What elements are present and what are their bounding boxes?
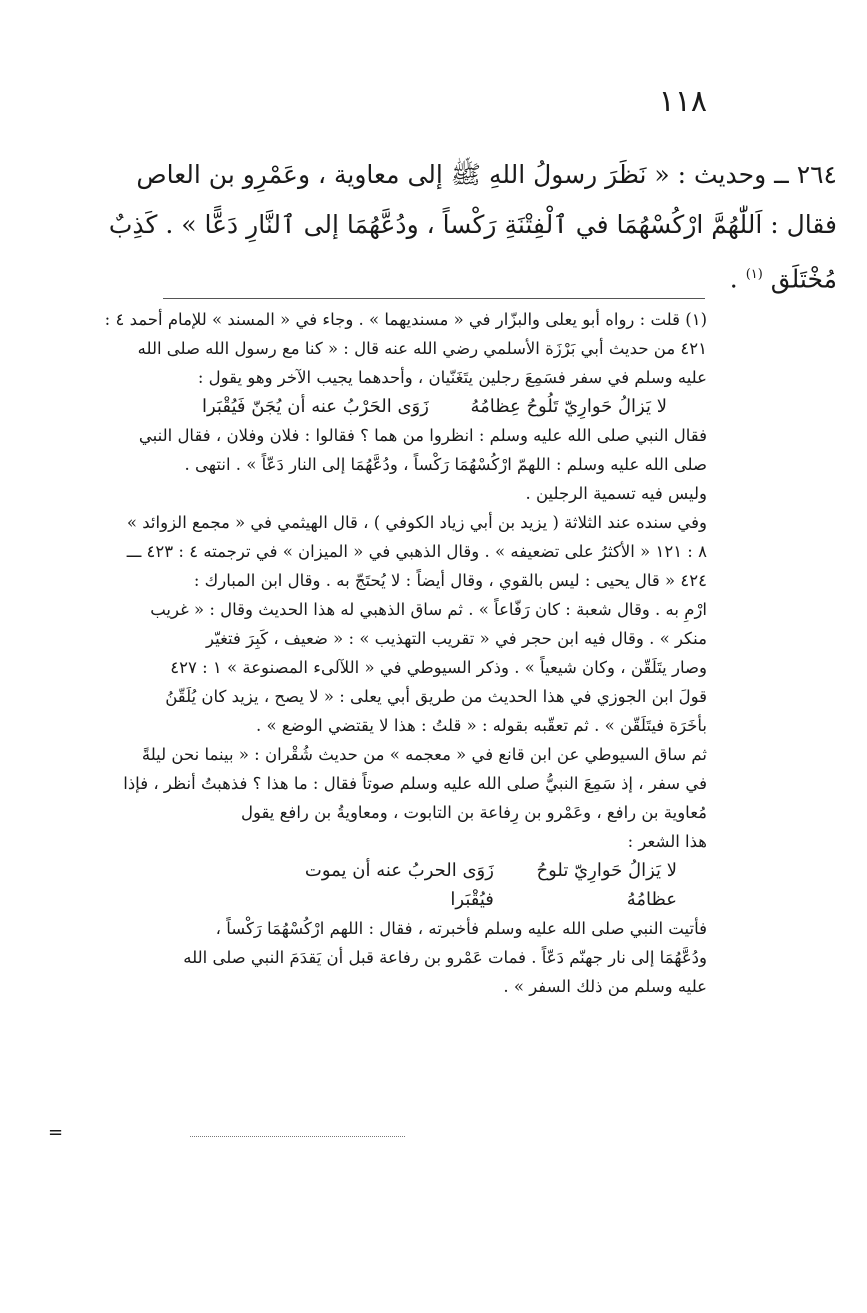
footnote-line: هذا الشعر : (627, 832, 707, 851)
footnote-line: ارْمِ به . وقال شعبة : كان رَفّاعاً » . ثم ساق الذهبي له هذا الحديث وقال : « غريب (150, 600, 707, 619)
footnote-line: وليس فيه تسمية الرجلين . (525, 484, 707, 503)
footnote-divider (163, 298, 705, 299)
footnote-ref[interactable]: (١) (745, 267, 763, 282)
verse-hemistich: لا يَزالُ حَوارِيّ تلوحُ عظامُهُ (536, 860, 677, 910)
main-text (27, 150, 837, 304)
footnote-line: عليه وسلم من ذلك السفر » . (503, 977, 707, 996)
dotted-leader (190, 1136, 405, 1137)
footnote-line: وفي سنده عند الثلاثة ( يزيد بن أبي زياد الكوفي ) ، قال الهيثمي في « مجمع الزوائد » (126, 513, 707, 532)
footnote-line: صلى الله عليه وسلم : اللهمّ ارْكُسْهُمَا رَكْساً ، ودُعَّهُمَا إلى النار دَعّاً » . انتهى . (184, 455, 707, 474)
main-line-end: . (729, 264, 738, 294)
footnote-line: ٤٢٤ « قال يحيى : ليس بالقوي ، وقال أيضاً : لا يُحتَجّ به . وقال ابن المبارك : (193, 571, 707, 590)
main-line: فقال : اَللّٰهُمَّ ارْكُسْهُمَا في ٱلْفِتْنَةِ رَكْساً ، ودُعَّهُمَا إلى ٱلنَّارِ دَعًّا » . كَذِبٌ (108, 210, 837, 239)
footnote-line: مُعاوية بن رافع ، وعَمْرو بن رِفاعة بن التابوت ، ومعاويةُ بن رافع يقول (240, 803, 707, 822)
footnote-line: ٨ : ١٢١ « الأكثرُ على تضعيفه » . وقال الذهبي في « الميزان » في ترجمته ٤ : ٤٢٣ ـــ (126, 542, 707, 561)
verse (162, 856, 707, 914)
footnote-line: قولَ ابن الجوزي في هذا الحديث من طريق أبي يعلى : « لا يصح ، يزيد كان يُلَقّنُ (165, 687, 707, 706)
verse-hemistich: لا يَزالُ حَوارِيّ تَلُوحُ عِظامُهُ (470, 396, 667, 417)
footnote-line: فأتيت النبي صلى الله عليه وسلم فأخبرته ، فقال : اللهم ارْكُسْهُمَا رَكْساً ، (215, 919, 707, 938)
footnote-line: وصار يتَلَقّن ، وكان شيعياً » . وذكر السيوطي في « اللآلىء المصنوعة » ١ : ٤٢٧ (170, 658, 707, 677)
footnote-line: ودُعَّهُمَا إلى نار جهنّم دَعّاً . فمات عَمْرو بن رفاعة قبل أن يَقدَمَ النبي صلى الله (183, 948, 707, 967)
footnote-line: في سفر ، إذ سَمِعَ النبيُّ صلى الله عليه وسلم صوتاً فقال : ما هذا ؟ فذهبتُ أنظر ، فإذا (123, 774, 707, 793)
main-line: ٢٦٤ ــ وحديث : « نَظَرَ رسولُ اللهِ ﷺ إلى معاوية ، وعَمْرِو بن العاص (136, 160, 837, 189)
footnote-line: ثم ساق السيوطي عن ابن قانع في « معجمه » من حديث شُقْران : « بينما نحن ليلةً (141, 745, 707, 764)
footnotes (104, 305, 707, 1001)
footnote-line: ٤٢١ من حديث أبي بَرْزَة الأسلمي رضي الله عنه قال : « كنا مع رسول الله صلى الله (137, 339, 707, 358)
footnote-line: (١) قلت : رواه أبو يعلى والبزّار في « مسنديهما » . وجاء في « المسند » للإمام أحمد ٤ : (104, 310, 707, 329)
main-line-text: مُخْتَلَق (770, 264, 837, 294)
footnote-line: منكر » . وقال فيه ابن حجر في « تقريب التهذيب » : « ضعيف ، كَبِرَ فتغيّر (206, 629, 707, 648)
main-line (27, 250, 837, 304)
verse-hemistich: زَوَى الحربُ عنه أن يموت فيُقْبَرا (304, 860, 494, 910)
verse-hemistich: زَوَى الحَرْبُ عنه أن يُجَنّ فَيُقْبَرا (202, 396, 429, 417)
verse (162, 392, 707, 421)
page-number: ١١٨ (658, 84, 707, 119)
footnote-line: بأخَرَة فيتَلَقّن » . ثم تعقّبه بقوله : « قلتُ : هذا لا يقتضي الوضع » . (255, 716, 707, 735)
continuation-mark: = (48, 1122, 64, 1143)
footnote-line: عليه وسلم في سفر فسَمِعَ رجلين يتَغَنّيان ، وأحدهما يجيب الآخر وهو يقول : (197, 368, 707, 387)
footnote-line: فقال النبي صلى الله عليه وسلم : انظروا من هما ؟ فقالوا : فلان وفلان ، فقال النبي (138, 426, 707, 445)
